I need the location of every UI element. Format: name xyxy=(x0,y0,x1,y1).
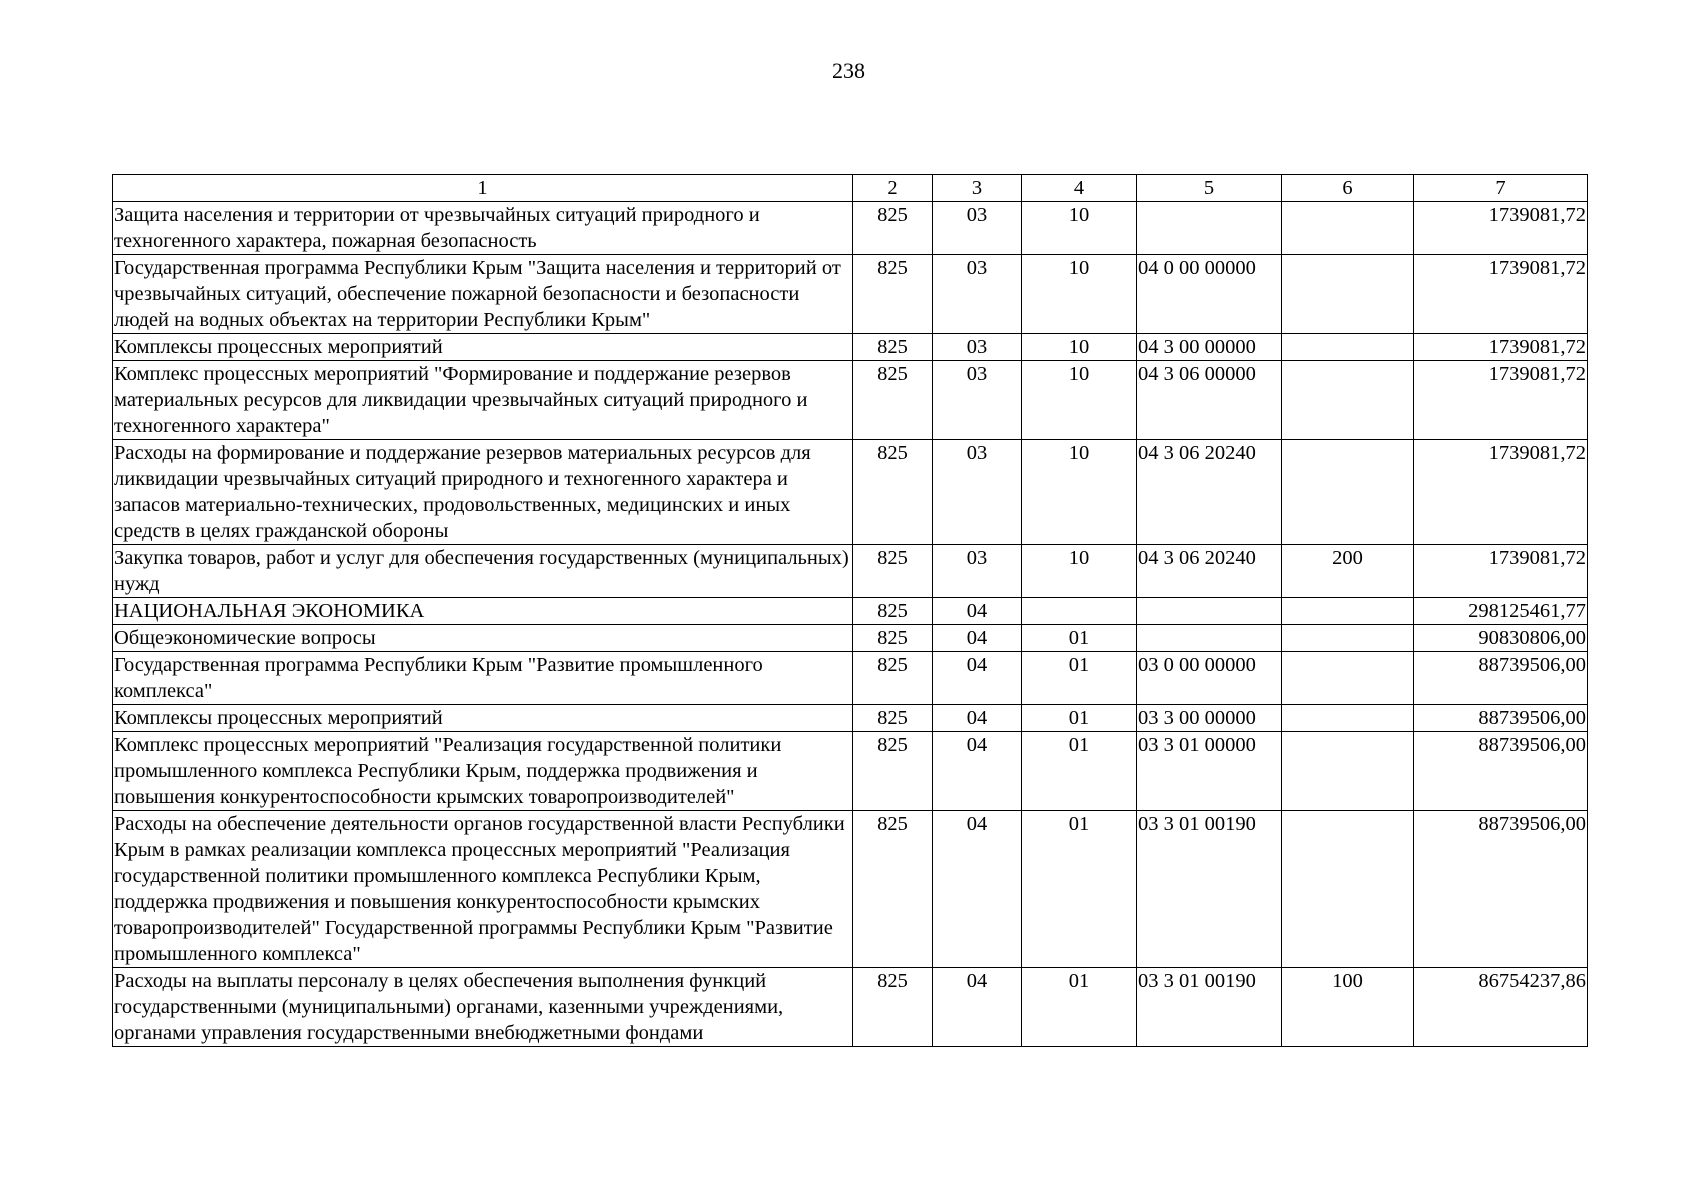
row-vr xyxy=(1282,440,1414,545)
row-ved: 825 xyxy=(853,202,933,255)
row-vr xyxy=(1282,202,1414,255)
table-row xyxy=(113,811,1588,968)
row-pr: 10 xyxy=(1022,202,1137,255)
column-header: 3 xyxy=(933,175,1022,202)
row-sum: 1739081,72 xyxy=(1414,334,1588,361)
row-pr: 01 xyxy=(1022,705,1137,732)
row-rz: 03 xyxy=(933,545,1022,598)
row-sum: 298125461,77 xyxy=(1414,598,1588,625)
row-rz: 03 xyxy=(933,255,1022,334)
row-ved: 825 xyxy=(853,652,933,705)
row-csr: 03 3 01 00000 xyxy=(1137,732,1282,811)
table-row xyxy=(113,202,1588,255)
column-header: 5 xyxy=(1137,175,1282,202)
row-rz: 04 xyxy=(933,968,1022,1047)
row-sum: 1739081,72 xyxy=(1414,545,1588,598)
column-header: 1 xyxy=(113,175,853,202)
row-pr: 01 xyxy=(1022,625,1137,652)
row-vr: 200 xyxy=(1282,545,1414,598)
row-csr: 03 3 01 00190 xyxy=(1137,811,1282,968)
row-name: Расходы на формирование и поддержание резервов материальных ресурсов для ликвидации чрезвычайных ситуаций природного и техногенного характера и запасов материально-технических, продовольственных, медицинских и иных средств в целях гражданской обороны xyxy=(113,440,853,545)
row-pr: 01 xyxy=(1022,652,1137,705)
table-row xyxy=(113,255,1588,334)
row-name: Государственная программа Республики Крым "Развитие промышленного комплекса" xyxy=(113,652,853,705)
row-sum: 90830806,00 xyxy=(1414,625,1588,652)
row-rz: 04 xyxy=(933,732,1022,811)
row-sum: 88739506,00 xyxy=(1414,705,1588,732)
row-rz: 04 xyxy=(933,598,1022,625)
row-rz: 04 xyxy=(933,811,1022,968)
row-vr xyxy=(1282,625,1414,652)
row-name: Расходы на обеспечение деятельности органов государственной власти Республики Крым в рамках реализации комплекса процессных мероприятий "Реализация государственной политики промышленного комплекса Республики Крым, поддержка продвижения и повышения конкурентоспособности крымских товаропроизводителей" Государственной программы Республики Крым "Развитие промышленного комплекса" xyxy=(113,811,853,968)
row-vr xyxy=(1282,361,1414,440)
row-vr xyxy=(1282,598,1414,625)
row-name: Комплекс процессных мероприятий "Реализация государственной политики промышленного комплекса Республики Крым, поддержка продвижения и повышения конкурентоспособности крымских товаропроизводителей" xyxy=(113,732,853,811)
row-ved: 825 xyxy=(853,598,933,625)
row-name: Закупка товаров, работ и услуг для обеспечения государственных (муниципальных) нужд xyxy=(113,545,853,598)
row-pr: 10 xyxy=(1022,255,1137,334)
row-vr: 100 xyxy=(1282,968,1414,1047)
row-name: Расходы на выплаты персоналу в целях обеспечения выполнения функций государственными (муниципальными) органами, казенными учреждениями, органами управления государственными внебюджетными фондами xyxy=(113,968,853,1047)
table-row xyxy=(113,652,1588,705)
row-vr xyxy=(1282,811,1414,968)
row-csr: 04 3 06 20240 xyxy=(1137,440,1282,545)
column-header: 4 xyxy=(1022,175,1137,202)
budget-table xyxy=(112,174,1588,1047)
row-pr: 10 xyxy=(1022,440,1137,545)
row-rz: 04 xyxy=(933,705,1022,732)
row-csr: 04 3 00 00000 xyxy=(1137,334,1282,361)
row-csr: 04 3 06 00000 xyxy=(1137,361,1282,440)
row-sum: 1739081,72 xyxy=(1414,255,1588,334)
table-row xyxy=(113,361,1588,440)
row-rz: 04 xyxy=(933,625,1022,652)
table-row xyxy=(113,732,1588,811)
row-csr xyxy=(1137,625,1282,652)
row-ved: 825 xyxy=(853,811,933,968)
row-ved: 825 xyxy=(853,255,933,334)
row-pr: 01 xyxy=(1022,732,1137,811)
row-sum: 1739081,72 xyxy=(1414,202,1588,255)
row-pr: 10 xyxy=(1022,545,1137,598)
row-name: Общеэкономические вопросы xyxy=(113,625,853,652)
row-vr xyxy=(1282,255,1414,334)
table-row xyxy=(113,705,1588,732)
row-rz: 03 xyxy=(933,334,1022,361)
row-name: Защита населения и территории от чрезвычайных ситуаций природного и техногенного характера, пожарная безопасность xyxy=(113,202,853,255)
page-number: 238 xyxy=(832,58,865,83)
row-ved: 825 xyxy=(853,625,933,652)
table-row xyxy=(113,598,1588,625)
row-csr xyxy=(1137,202,1282,255)
row-rz: 03 xyxy=(933,440,1022,545)
row-name: Комплексы процессных мероприятий xyxy=(113,334,853,361)
row-sum: 88739506,00 xyxy=(1414,811,1588,968)
header-row xyxy=(113,175,1588,202)
table-row xyxy=(113,440,1588,545)
row-sum: 1739081,72 xyxy=(1414,361,1588,440)
row-sum: 86754237,86 xyxy=(1414,968,1588,1047)
row-csr: 04 3 06 20240 xyxy=(1137,545,1282,598)
table-row xyxy=(113,625,1588,652)
column-header: 7 xyxy=(1414,175,1588,202)
row-vr xyxy=(1282,705,1414,732)
row-pr: 01 xyxy=(1022,968,1137,1047)
column-header: 2 xyxy=(853,175,933,202)
row-ved: 825 xyxy=(853,705,933,732)
row-ved: 825 xyxy=(853,334,933,361)
row-name: НАЦИОНАЛЬНАЯ ЭКОНОМИКА xyxy=(113,598,853,625)
row-ved: 825 xyxy=(853,968,933,1047)
row-ved: 825 xyxy=(853,440,933,545)
row-ved: 825 xyxy=(853,545,933,598)
column-header: 6 xyxy=(1282,175,1414,202)
row-csr: 03 3 00 00000 xyxy=(1137,705,1282,732)
row-rz: 03 xyxy=(933,202,1022,255)
table-row xyxy=(113,545,1588,598)
row-name: Комплекс процессных мероприятий "Формирование и поддержание резервов материальных ресурсов для ликвидации чрезвычайных ситуаций природного и техногенного характера" xyxy=(113,361,853,440)
row-pr: 10 xyxy=(1022,334,1137,361)
row-sum: 88739506,00 xyxy=(1414,652,1588,705)
table-row xyxy=(113,968,1588,1047)
row-sum: 1739081,72 xyxy=(1414,440,1588,545)
row-sum: 88739506,00 xyxy=(1414,732,1588,811)
row-vr xyxy=(1282,652,1414,705)
row-rz: 04 xyxy=(933,652,1022,705)
row-rz: 03 xyxy=(933,361,1022,440)
row-pr: 10 xyxy=(1022,361,1137,440)
row-csr: 03 3 01 00190 xyxy=(1137,968,1282,1047)
row-vr xyxy=(1282,732,1414,811)
row-name: Государственная программа Республики Крым "Защита населения и территорий от чрезвычайных ситуаций, обеспечение пожарной безопасности и безопасности людей на водных объектах на территории Республики Крым" xyxy=(113,255,853,334)
row-pr: 01 xyxy=(1022,811,1137,968)
row-ved: 825 xyxy=(853,361,933,440)
row-csr: 03 0 00 00000 xyxy=(1137,652,1282,705)
row-csr xyxy=(1137,598,1282,625)
table-row xyxy=(113,334,1588,361)
row-pr xyxy=(1022,598,1137,625)
row-csr: 04 0 00 00000 xyxy=(1137,255,1282,334)
row-name: Комплексы процессных мероприятий xyxy=(113,705,853,732)
row-vr xyxy=(1282,334,1414,361)
row-ved: 825 xyxy=(853,732,933,811)
